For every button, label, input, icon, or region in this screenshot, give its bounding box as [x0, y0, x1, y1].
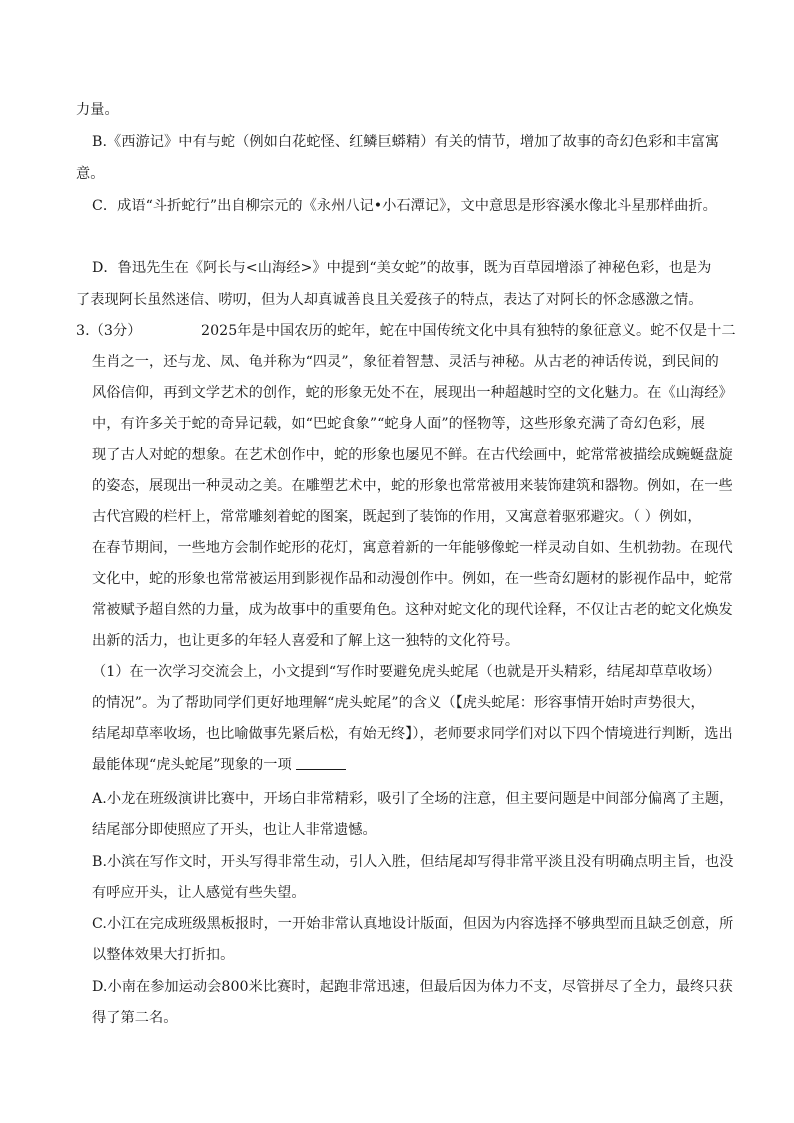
- passage-line: 生肖之一，还与龙、凤、龟并称为“四灵”，象征着智慧、灵活与神秘。从古老的神话传说，到民间的: [92, 354, 719, 370]
- subquestion-line: [92, 755, 346, 775]
- answer-blank[interactable]: [296, 756, 346, 770]
- option-a-line: 结尾部分即使照应了开头，也让人非常遗憾。: [92, 822, 377, 838]
- option-d-line: D.小南在参加运动会800米比赛时，起跑非常迅速，但最后因为体力不支，尽管拼尽了全力，最终只获: [92, 979, 733, 995]
- passage-line: 风俗信仰，再到文学艺术的创作，蛇的形象无处不在，展现出一种超越时空的文化魅力。在《山海经》: [92, 385, 733, 401]
- passage-line: 出新的活力，也让更多的年轻人喜爱和了解上这一独特的文化符号。: [92, 633, 520, 649]
- option-c-line: 以整体效果大打折扣。: [92, 947, 235, 963]
- option-c-line: C.小江在完成班级黑板报时，一开始非常认真地设计版面，但因为内容选择不够典型而且缺乏创意，所: [92, 916, 734, 932]
- option-b-line: B.小滨在写作文时，开头写得非常生动，引人入胜，但结尾却写得非常平淡且没有明确点明主旨，也没: [92, 854, 734, 870]
- passage-line: 2025年是中国农历的蛇年，蛇在中国传统文化中具有独特的象征意义。蛇不仅是十二: [201, 323, 736, 339]
- passage-line: 中，有许多关于蛇的奇异记载，如“巴蛇食象”“蛇身人面”的怪物等，这些形象充满了奇幻色彩，展: [92, 416, 705, 432]
- passage-line: 现了古人对蛇的想象。在艺术创作中，蛇的形象也屡见不鲜。在古代绘画中，蛇常常被描绘成蜿蜒盘旋: [92, 447, 733, 463]
- option-c-line: C．成语“斗折蛇行”出自柳宗元的《永州八记•小石潭记》，文中意思是形容溪水像北斗星那样曲折。: [92, 198, 717, 214]
- text-line: 力量。: [76, 102, 119, 118]
- option-d-line: 得了第二名。: [92, 1010, 178, 1026]
- option-d-line: D．鲁迅先生在《阿长与<山海经>》中提到“美女蛇”的故事，既为百草园增添了神秘色彩，也是为: [92, 260, 712, 276]
- question-number: 3.（3分）: [76, 323, 142, 339]
- option-a-line: A.小龙在班级演讲比赛中，开场白非常精彩，吸引了全场的注意，但主要问题是中间部分偏离了主题，: [92, 791, 734, 807]
- option-b-line: 有呼应开头，让人感觉有些失望。: [92, 885, 306, 901]
- passage-line: 在春节期间，一些地方会制作蛇形的花灯，寓意着新的一年能够像蛇一样灵动自如、生机勃勃。在现代: [92, 540, 733, 556]
- subquestion-line: 结尾却草率收场，也比喻做事先紧后松，有始无终】），老师要求同学们对以下四个情境进行判断，选出: [92, 726, 733, 742]
- subquestion-text: 最能体现“虎头蛇尾”现象的一项: [92, 757, 292, 773]
- passage-line: 文化中，蛇的形象也常常被运用到影视作品和动漫创作中。例如，在一些奇幻题材的影视作品中，蛇常: [92, 571, 733, 587]
- text-line: 意。: [76, 166, 105, 182]
- text-line: 了表现阿长虽然迷信、唠叨，但为人却真诚善良且关爱孩子的特点，表达了对阿长的怀念感激之情。: [76, 292, 703, 308]
- passage-line: 古代宫殿的栏杆上，常常雕刻着蛇的图案，既起到了装饰的作用，又寓意着驱邪避灾。（ ）例如，: [92, 509, 702, 525]
- option-b-line: B.《西游记》中有与蛇（例如白花蛇怪、红鳞巨蟒精）有关的情节，增加了故事的奇幻色彩和丰富寓: [92, 134, 720, 150]
- passage-line: 常被赋予超自然的力量，成为故事中的重要角色。这种对蛇文化的现代诠释，不仅让古老的蛇文化焕发: [92, 602, 733, 618]
- subquestion-line: （1）在一次学习交流会上，小文提到“写作时要避免虎头蛇尾（也就是开头精彩，结尾却草草收场）: [92, 664, 721, 680]
- passage-line: 的姿态，展现出一种灵动之美。在雕塑艺术中，蛇的形象也常常被用来装饰建筑和器物。例如，在一些: [92, 478, 733, 494]
- subquestion-line: 的情况”。为了帮助同学们更好地理解“虎头蛇尾”的含义（【虎头蛇尾：形容事情开始时声势很大，: [92, 695, 705, 711]
